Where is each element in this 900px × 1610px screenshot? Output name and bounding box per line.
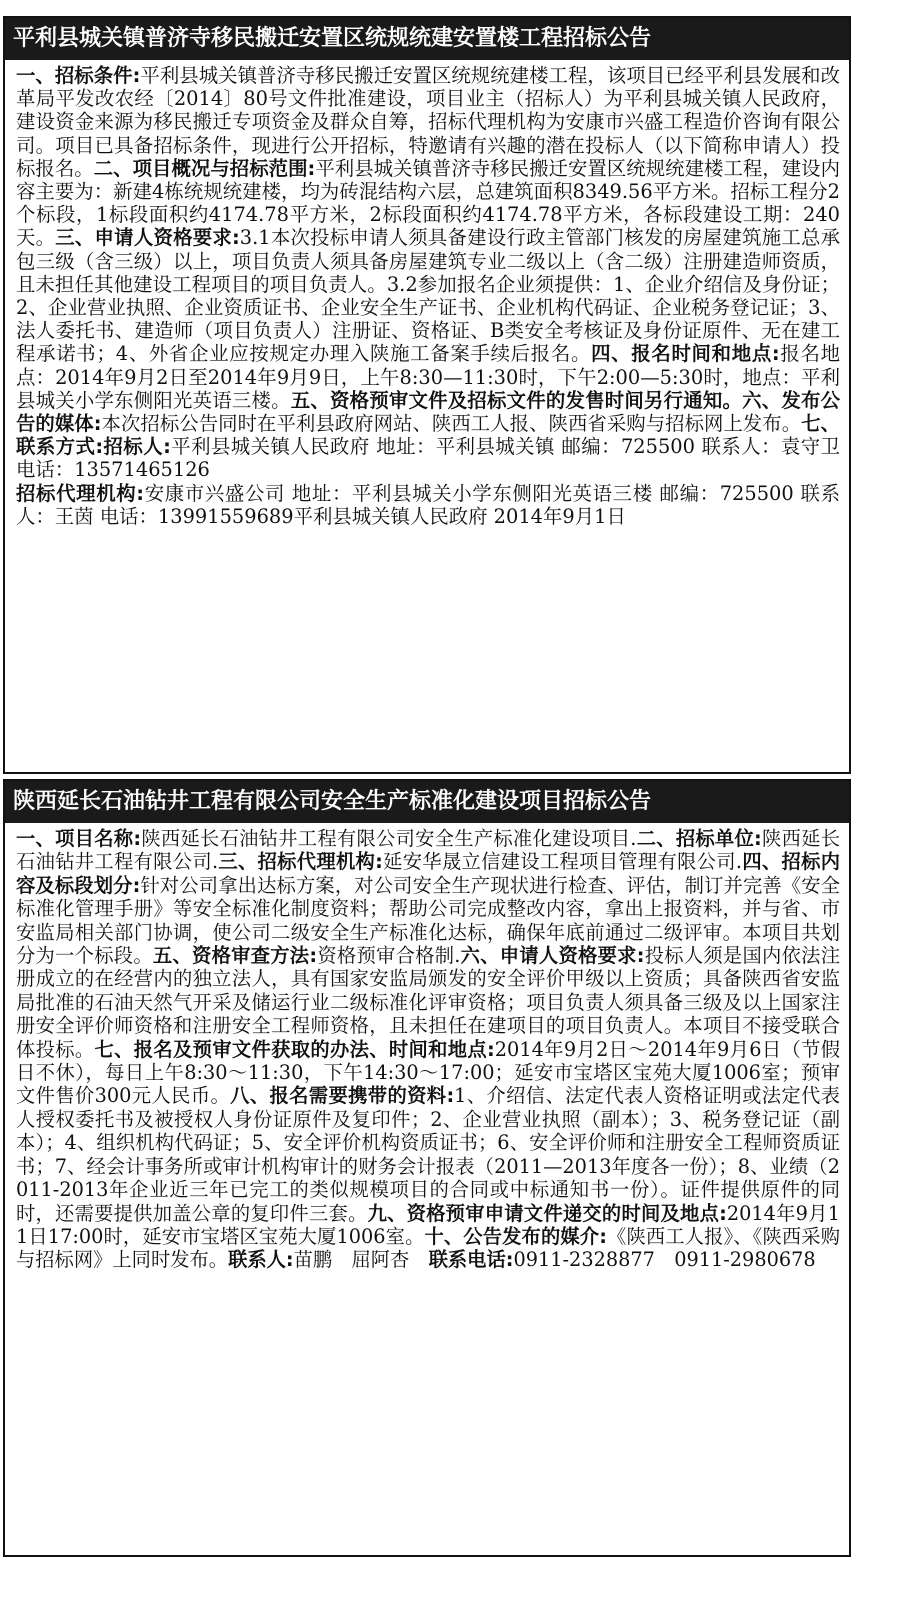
section-heading: 六、申请人资格要求: [460,944,645,968]
tender-notice-pingli [3,16,851,774]
contact-names: 苗鹏 屈阿杏 [293,1248,410,1272]
phone-heading: 联系电话: [428,1248,514,1272]
section-text: 针对公司拿出达标方案，对公司安全生产现状进行检查、评估，制订并完善《安全标准化管理手册》等安全标准化制度资料；帮助公司完成整改内容，拿出上报资料，并与省、市安监局相关部门协调，使公司二级安全生产标准化达标，确保年底前通过二级评审。本项目共划分为一个标段。 [16,873,840,968]
notice-title: 平利县城关镇普济寺移民搬迁安置区统规统建安置楼工程招标公告 [5,18,849,60]
section-text: 投标人须是国内依法注册成立的在经营内的独立法人，具有国家安监局颁发的安全评价甲级以上资质；具备陕西省安监局批准的石油天然气开采及储运行业二级标准化评审资格；项目负责人须具备三级及以上国家注册安全评价师资格和注册安全工程师资格，且未担任在建项目的项目负责人。本项目不接受联合体投标。 [16,944,840,1061]
section-text: 2014年9月11日17:00时，延安市宝塔区宝苑大厦1006室。 [16,1201,840,1248]
section-heading: 十、公告发布的媒介: [424,1224,607,1248]
section-heading: 八、报名需要携带的资料: [230,1084,455,1108]
section-heading: 一、项目名称: [16,827,142,850]
section-heading: 九、资格预审申请文件递交的时间及地点: [367,1201,727,1225]
section-heading: 七、联系方式:招标人: [16,412,840,459]
section-heading: 四、招标内容及标段划分: [16,850,840,897]
section-heading: 六、发布公告的媒体: [16,388,841,436]
contact-heading: 联系人: [228,1248,294,1272]
section-heading: 四、报名时间和地点: [591,342,780,366]
section-heading: 七、报名及预审文件获取的办法、时间和地点: [94,1037,495,1061]
section-heading: 二、招标单位: [636,827,762,850]
section-text: 陕西延长石油钻井工程有限公司安全生产标准化建设项目. [141,827,637,850]
notice-body [5,60,849,528]
tender-notice-yanchang [3,779,851,1557]
section-text: 2014年9月2日～2014年9月6日（节假日不休），每日上午8:30～11:30，下午14:30～17:00；延安市宝塔区宝苑大厦1006室；预审文件售价300元人民币。 [16,1037,840,1108]
section-heading: 招标代理机构: [16,481,145,505]
section-text: 平利县城关镇普济寺移民搬迁安置区统规统建楼工程，该项目已经平利县发展和改革局平发改农经〔2014〕80号文件批准建设，项目业主（招标人）为平利县城关镇人民政府，建设资金来源为移民搬迁专项资金及群众自筹，招标代理机构为安康市兴盛工程造价咨询有限公司。项目已具备招标条件，现进行公开招标，特邀请有兴趣的潜在投标人（以下简称申请人）投标报名。 [16,64,840,180]
section-text: 平利县城关镇人民政府 地址：平利县城关镇 邮编：725500 联系人：袁守卫 电话：13571465126 [16,435,840,482]
notice-title: 陕西延长石油钻井工程有限公司安全生产标准化建设项目招标公告 [5,781,849,823]
section-heading: 二、项目概况与招标范围: [93,156,316,180]
section-heading: 三、申请人资格要求: [55,226,240,250]
section-heading: 五、资格审查方法: [152,944,318,968]
phone-numbers: 0911-2328877 0911-2980678 [513,1248,816,1272]
section-text: 本次招标公告同时在平利县政府网站、陕西工人报、陕西省采购与招标网上发布。 [101,412,802,436]
section-heading: 五、资格预审文件及招标文件的发售时间另行通知。 [290,388,743,412]
notice-body [5,823,849,1272]
section-text: 《陕西工人报》、《陕西采购与招标网》上同时发布。 [16,1224,840,1272]
section-heading: 三、招标代理机构: [218,850,383,874]
section-text: 报名地点：2014年9月2日至2014年9月9日，上午8:30—11:30时，下午2:00—5:30时，地点：平利县城关小学东侧阳光英语三楼。 [16,342,840,412]
section-text: 3.1本次投标申请人须具备建设行政主管部门核发的房屋建筑施工总承包三级（含三级）以上，项目负责人须具备房屋建筑专业二级以上（含二级）注册建造师资质，且未担任其他建设工程项目的项目负责人。3.2参加报名企业须提供：1、企业介绍信及身份证；2、企业营业执照、企业资质证书、企业安全生产证书、企业机构代码证、企业税务登记证；3、法人委托书、建造师（项目负责人）注册证、资格证、B类安全考核证及身份证原件、无在建工程承诺书；4、外省企业应按规定办理入陕施工备案手续后报名。 [16,226,840,366]
section-text: 安康市兴盛公司 地址：平利县城关小学东侧阳光英语三楼 邮编：725500 联系人：王茵 电话：13991559689平利县城关镇人民政府 2014年9月1日 [16,481,840,528]
section-text: 资格预审合格制. [317,944,461,968]
section-text: 陕西延长石油钻井工程有限公司. [16,827,840,874]
section-text: 平利县城关镇普济寺移民搬迁安置区统规统建楼工程，建设内容主要为：新建4栋统规统建楼，均为砖混结构六层，总建筑面积8349.56平方米。招标工程分2个标段，1标段面积约4174.78平方米，2标段面积约4174.78平方米，各标段建设工期：240天。 [16,156,841,250]
section-text: 延安华晟立信建设工程项目管理有限公司. [382,850,743,874]
section-text: 1、介绍信、法定代表人资格证明或法定代表人授权委托书及被授权人身份证原件及复印件；2、企业营业执照（副本）；3、税务登记证（副本）；4、组织机构代码证；5、安全评价机构资质证书；6、安全评价师和注册安全工程师资质证书；7、经会计事务所或审计机构审计的财务会计报表（2011—2013年度各一份）；8、业绩（2011-2013年企业近三年已完工的类似规模项目的合同或中标通知书一份）。证件提供原件的同时，还需要提供加盖公章的复印件三套。 [16,1084,841,1225]
section-heading: 一、招标条件: [16,64,141,87]
